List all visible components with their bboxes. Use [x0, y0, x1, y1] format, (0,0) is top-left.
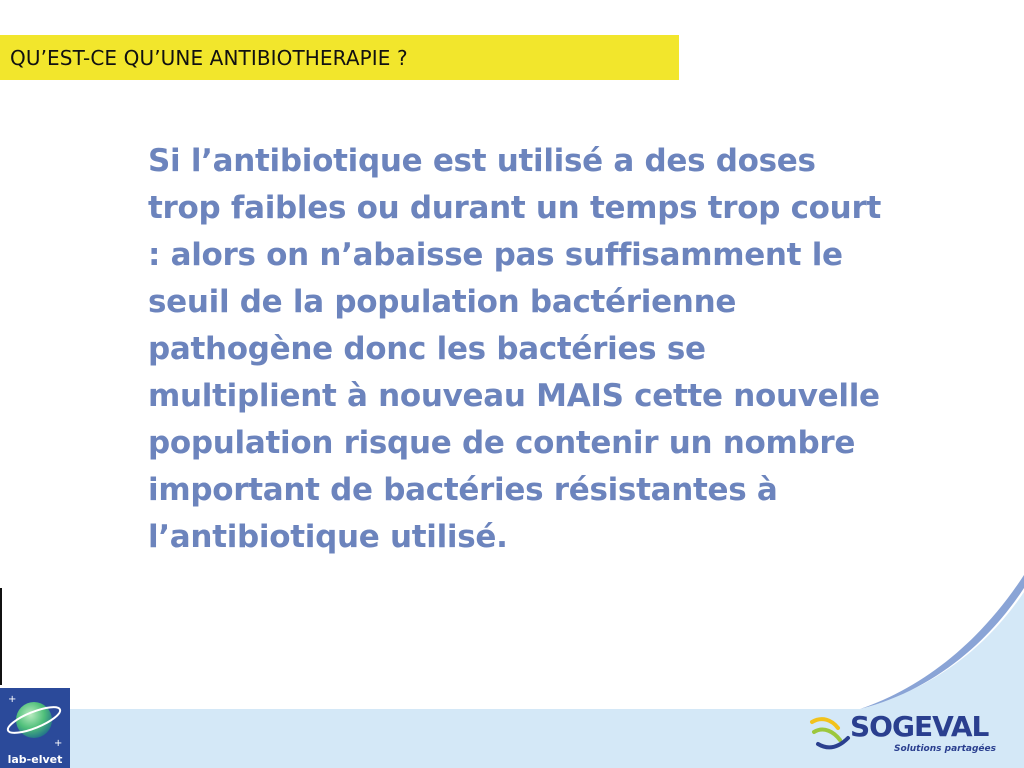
sogeval-logo: [808, 706, 996, 762]
svg-text:+: +: [54, 738, 63, 749]
svg-text:+: +: [8, 694, 17, 705]
swoosh-icon: [808, 710, 854, 756]
lab-elvet-name: lab-elvet: [7, 753, 63, 766]
lab-elvet-logo: [0, 688, 70, 768]
body-paragraph: Si l’antibiotique est utilisé a des doses trop faibles ou durant un temps trop court : alors on n’abaisse pas suffisamment le seuil de la population bactérienne pathogène donc les bactéries se multiplient à nouveau MAIS cette nouvelle population risque de contenir un nombre important de bactéries résistantes à l’antibiotique utilisé.: [148, 143, 881, 555]
sogeval-name: SOGEVAL: [850, 710, 989, 743]
slide-title: QU’EST-CE QU’UNE ANTIBIOTHERAPIE ?: [10, 45, 408, 70]
sogeval-tagline: Solutions partagées: [894, 744, 996, 754]
